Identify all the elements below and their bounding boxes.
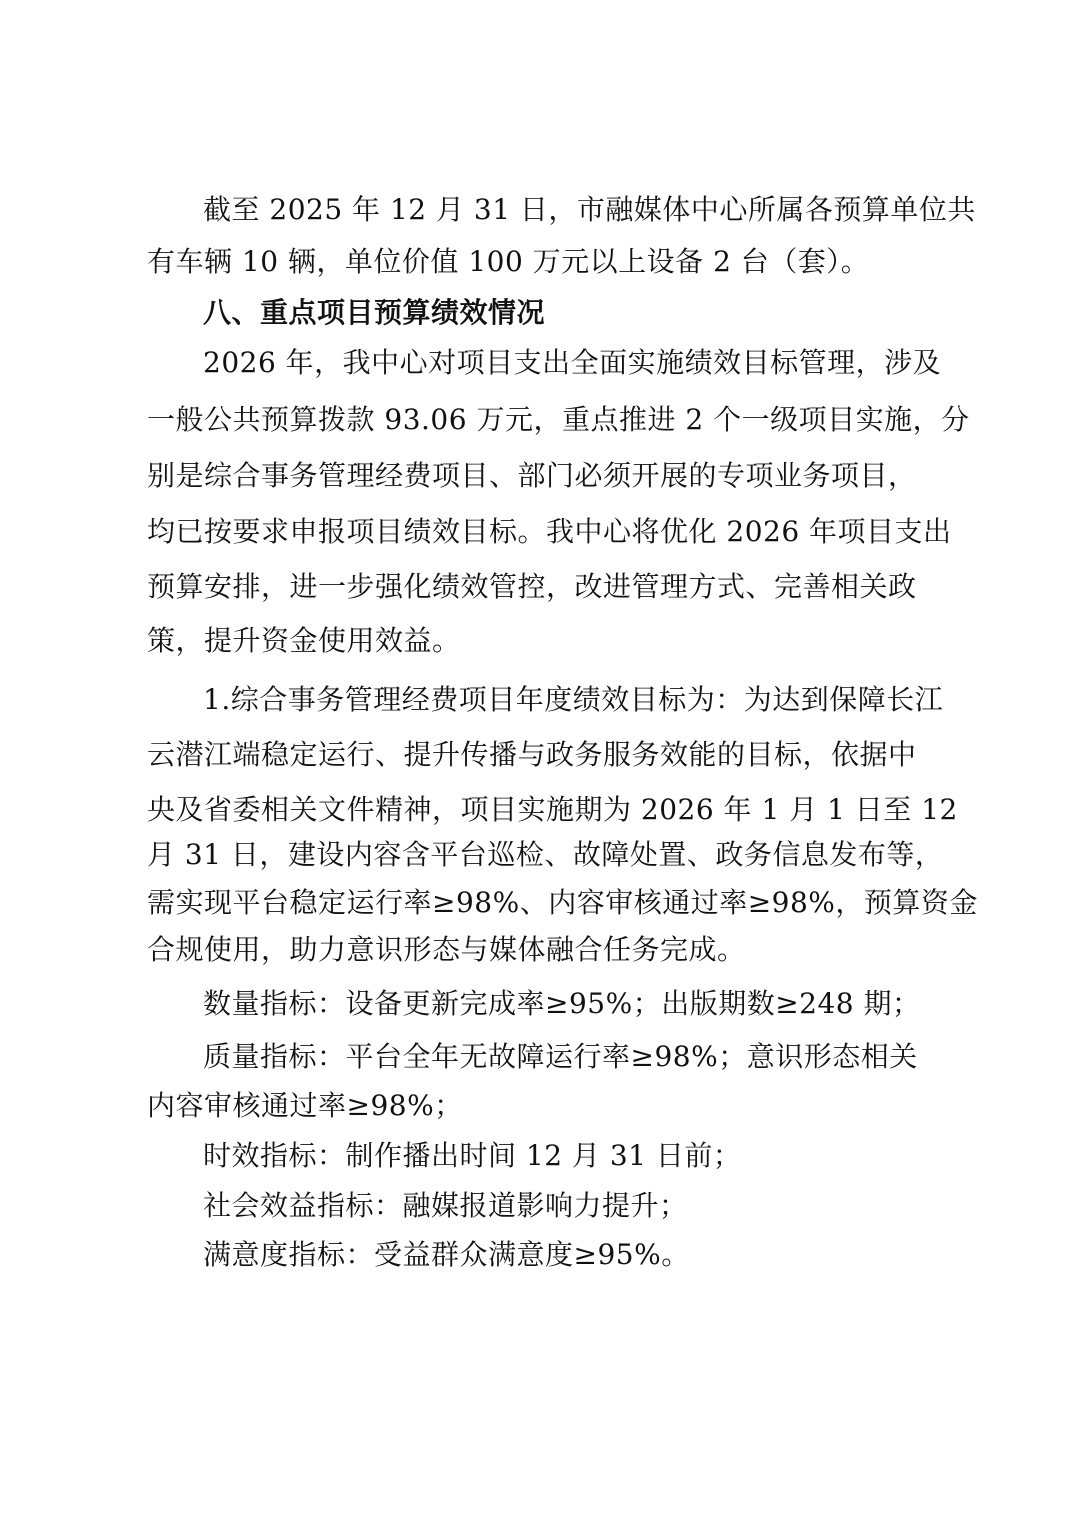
- section-heading: 八、重点项目预算绩效情况: [203, 296, 546, 329]
- paragraph-line: 策，提升资金使用效益。: [147, 624, 461, 657]
- paragraph-line: 截至 2025 年 12 月 31 日，市融媒体中心所属各预算单位共: [203, 193, 976, 226]
- paragraph-line: 1.综合事务管理经费项目年度绩效目标为：为达到保障长江: [203, 683, 944, 716]
- paragraph-line: 合规使用，助力意识形态与媒体融合任务完成。: [147, 933, 746, 966]
- paragraph-line: 2026 年，我中心对项目支出全面实施绩效目标管理，涉及: [203, 346, 942, 379]
- paragraph-line: 均已按要求申报项目绩效目标。我中心将优化 2026 年项目支出: [147, 515, 952, 548]
- indicator-line: 满意度指标：受益群众满意度≥95%。: [203, 1238, 690, 1271]
- indicator-line: 时效指标：制作播出时间 12 月 31 日前；: [203, 1139, 742, 1172]
- indicator-line: 数量指标：设备更新完成率≥95%；出版期数≥248 期；: [203, 987, 921, 1020]
- indicator-line: 内容审核通过率≥98%；: [147, 1089, 463, 1122]
- indicator-line: 质量指标：平台全年无故障运行率≥98%；意识形态相关: [203, 1040, 918, 1073]
- indicator-line: 社会效益指标：融媒报道影响力提升；: [203, 1189, 688, 1222]
- paragraph-line: 预算安排，进一步强化绩效管控，改进管理方式、完善相关政: [147, 570, 917, 603]
- paragraph-line: 月 31 日，建设内容含平台巡检、故障处置、政务信息发布等，: [147, 838, 944, 871]
- paragraph-line: 一般公共预算拨款 93.06 万元，重点推进 2 个一级项目实施，分: [147, 403, 970, 436]
- paragraph-line: 需实现平台稳定运行率≥98%、内容审核通过率≥98%，预算资金: [147, 886, 978, 919]
- paragraph-line: 别是综合事务管理经费项目、部门必须开展的专项业务项目，: [147, 459, 917, 492]
- paragraph-line: 有车辆 10 辆，单位价值 100 万元以上设备 2 台（套）。: [147, 245, 870, 278]
- paragraph-line: 央及省委相关文件精神，项目实施期为 2026 年 1 月 1 日至 12: [147, 793, 958, 826]
- paragraph-line: 云潜江端稳定运行、提升传播与政务服务效能的目标，依据中: [147, 738, 917, 771]
